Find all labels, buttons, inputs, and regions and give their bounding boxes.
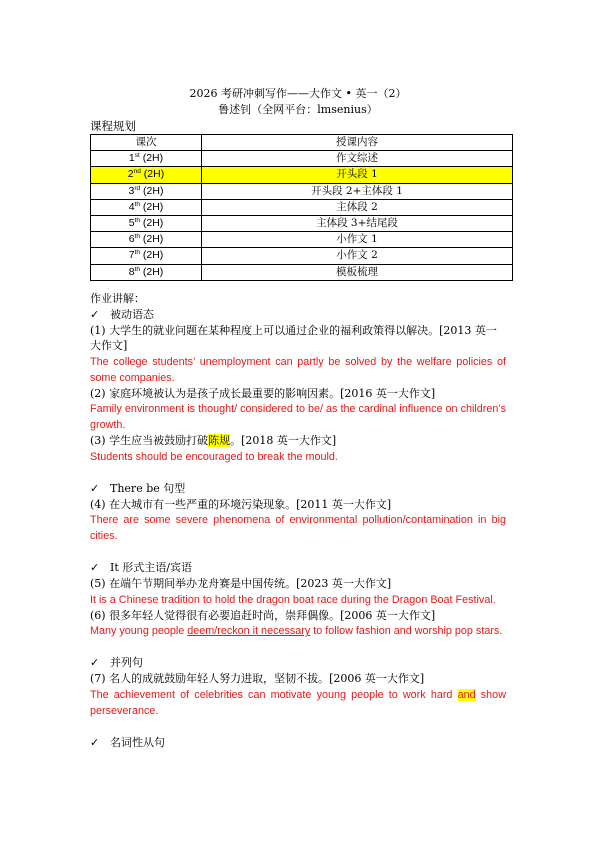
- answer-3-en: Students should be encouraged to break the mould.: [90, 450, 338, 463]
- table-row: [91, 151, 513, 167]
- session-number: 4: [128, 200, 135, 213]
- question-6-cn: (6) 很多年轻人觉得很有必要追赶时尚，崇拜偶像。[2006 英一大作文]: [90, 608, 436, 622]
- session-number: 2: [127, 168, 134, 181]
- section-title: It 形式主语/宾语: [110, 561, 192, 575]
- content-cell: 小作文 1: [202, 232, 513, 248]
- answer-6-rest: to follow fashion and worship pop stars.: [310, 625, 503, 638]
- check-icon: ✓: [90, 307, 100, 321]
- highlighted-word: and: [457, 688, 476, 701]
- underlined-phrase: deem/reckon it necessary: [187, 625, 311, 638]
- session-cell: [91, 232, 202, 248]
- session-cell: [91, 199, 202, 215]
- question-3-cn: [90, 433, 506, 449]
- section-compound: [90, 655, 506, 671]
- ordinal-suffix: th: [134, 217, 140, 225]
- content-cell: 主体段 2: [202, 199, 513, 215]
- ordinal-suffix: th: [134, 233, 140, 241]
- table-row: [91, 248, 513, 264]
- doc-subtitle: 鲁述钊（全网平台：lmsenius）: [218, 103, 378, 116]
- answer-6-en: [90, 623, 506, 639]
- question-3-source: 。[2018 英一大作文]: [230, 434, 337, 448]
- question-2-cn: (2) 家庭环境被认为是孩子成长最重要的影响因素。[2016 英一大作文]: [90, 386, 436, 400]
- section-title: There be 句型: [110, 481, 186, 495]
- schedule-table: [90, 134, 513, 281]
- session-cell: [91, 167, 202, 183]
- session-number: 3: [128, 184, 135, 197]
- answer-6-text: Many young people: [90, 625, 188, 638]
- homework-label: 作业讲解：: [90, 291, 145, 305]
- ordinal-suffix: st: [134, 152, 140, 160]
- session-number: 6: [128, 233, 135, 246]
- content-cell: 主体段 3+结尾段: [202, 215, 513, 231]
- ordinal-suffix: th: [134, 200, 140, 208]
- content-cell: 小作文 2: [202, 248, 513, 264]
- ordinal-suffix: th: [134, 265, 140, 273]
- check-icon: ✓: [90, 561, 100, 575]
- highlighted-word: 陈规: [208, 434, 231, 448]
- session-number: 7: [128, 249, 135, 262]
- table-row: [91, 183, 513, 199]
- col-header-content: 授课内容: [202, 135, 513, 151]
- ordinal-suffix: th: [134, 249, 140, 257]
- session-cell: [91, 248, 202, 264]
- section-passive: [90, 307, 506, 323]
- session-duration: (2H): [139, 233, 164, 246]
- section-title: 被动语态: [110, 307, 154, 321]
- section-it-subject: [90, 560, 506, 576]
- section-noun-clause: [90, 735, 506, 751]
- question-3-text: (3) 学生应当被鼓励打破: [90, 434, 209, 448]
- session-cell: [91, 215, 202, 231]
- session-duration: (2H): [139, 217, 164, 230]
- table-header-row: [91, 135, 513, 151]
- answer-7-en: [90, 687, 506, 719]
- question-7-cn: (7) 名人的成就鼓励年轻人努力进取，坚韧不拔。[2006 英一大作文]: [90, 672, 425, 686]
- ordinal-suffix: nd: [133, 168, 141, 176]
- session-duration: (2H): [139, 249, 164, 262]
- session-duration: (2H): [140, 168, 165, 181]
- answer-2-en: Family environment is thought/ considered to be/ as the cardinal influence on children’s growth.: [90, 403, 506, 432]
- question-5-cn: (5) 在端午节期间举办龙舟赛是中国传统。[2023 英一大作文]: [90, 577, 392, 591]
- section-title: 并列句: [110, 656, 143, 670]
- document-page: [90, 86, 506, 751]
- session-duration: (2H): [139, 152, 164, 165]
- table-row: [91, 215, 513, 231]
- section-title: 名词性从句: [110, 735, 165, 749]
- session-duration: (2H): [139, 265, 164, 278]
- content-cell: 开头段 1: [202, 167, 513, 183]
- session-cell: [91, 183, 202, 199]
- table-row: [91, 167, 513, 183]
- question-4-cn: (4) 在大城市有一些严重的环境污染现象。[2011 英一大作文]: [90, 497, 392, 511]
- session-number: 1: [128, 152, 135, 165]
- col-header-session: 课次: [91, 135, 202, 151]
- ordinal-suffix: rd: [134, 184, 141, 192]
- doc-title: 2026 考研冲刺写作——大作文 • 英一（2）: [189, 87, 407, 100]
- content-cell: 模板梳理: [202, 264, 513, 280]
- answer-5-en: It is a Chinese tradition to hold the dragon boat race during the Dragon Boat Festival.: [90, 593, 496, 606]
- schedule-label: 课程规划: [90, 119, 136, 133]
- answer-4-en: There are some severe phenomena of environmental pollution/contamination in big cities.: [90, 514, 506, 543]
- content-cell: 开头段 2+主体段 1: [202, 183, 513, 199]
- session-cell: [91, 264, 202, 280]
- check-icon: ✓: [90, 735, 100, 749]
- session-number: 5: [128, 217, 135, 230]
- table-row: [91, 264, 513, 280]
- session-duration: (2H): [139, 200, 164, 213]
- session-duration: (2H): [140, 184, 164, 197]
- table-row: [91, 199, 513, 215]
- answer-7-rest: show perseverance.: [90, 688, 506, 717]
- answer-7-text: The achievement of celebrities can motivate young people to work hard: [90, 688, 458, 701]
- question-1-cn: (1) 大学生的就业问题在某种程度上可以通过企业的福利政策得以解决。[2013 英一大作文]: [90, 323, 497, 353]
- table-row: [91, 232, 513, 248]
- section-there-be: [90, 481, 506, 497]
- session-number: 8: [128, 265, 135, 278]
- session-cell: [91, 151, 202, 167]
- content-cell: 作文综述: [202, 151, 513, 167]
- check-icon: ✓: [90, 656, 100, 670]
- answer-1-en: The college students’ unemployment can partly be solved by the welfare policies of some companies.: [90, 355, 506, 384]
- check-icon: ✓: [90, 481, 100, 495]
